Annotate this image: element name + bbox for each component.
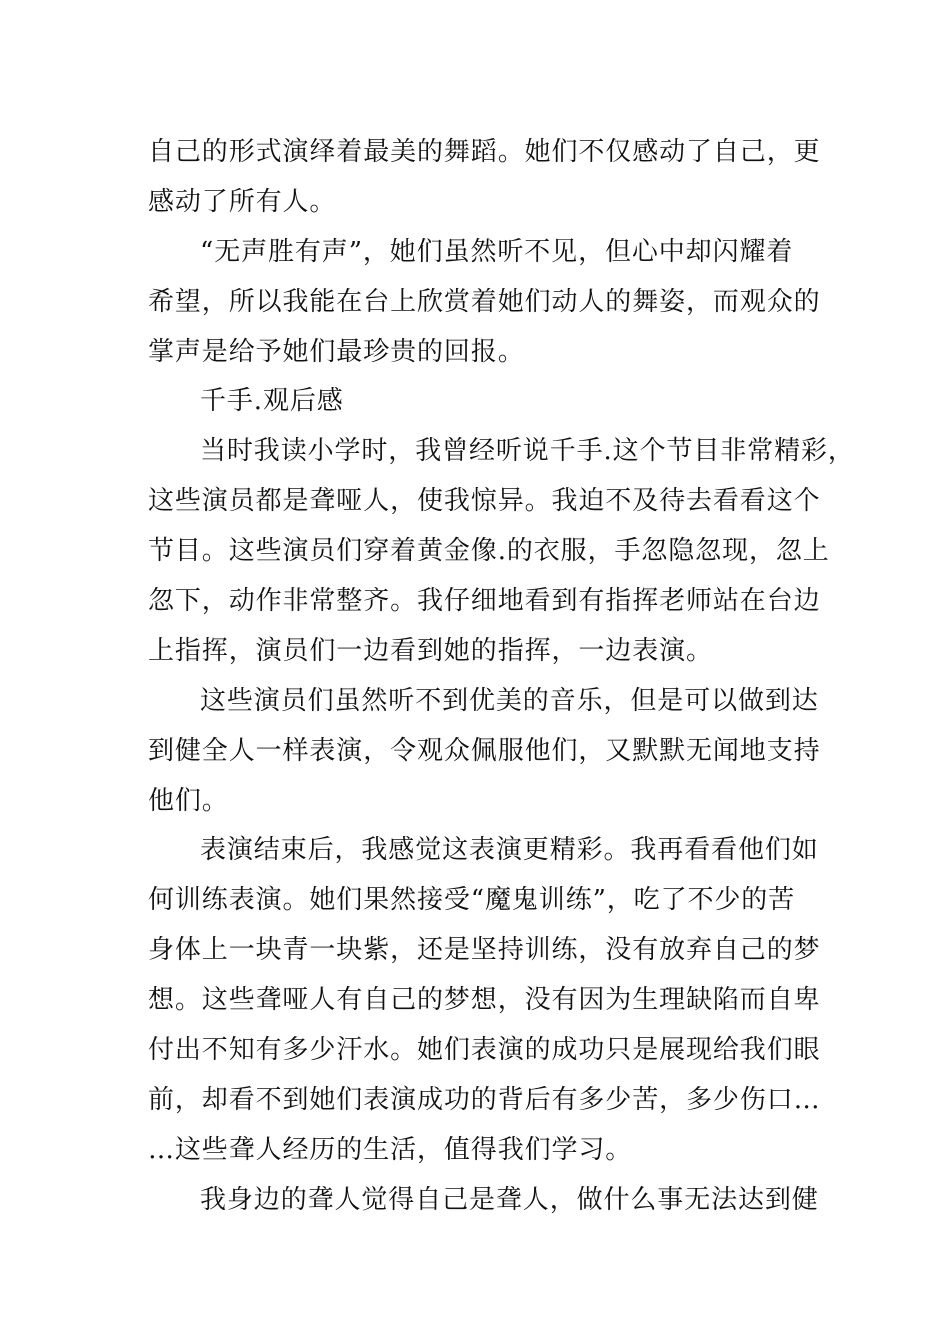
text-line: 感动了所有人。: [148, 186, 337, 217]
text-line: 何训练表演。她们果然接受“魔鬼训练”，吃了不少的苦: [148, 885, 796, 916]
text-line: 到健全人一样表演，令观众佩服他们，又默默无闻地支持: [148, 735, 821, 766]
text-line: 身体上一块青一块紫，还是坚持训练，没有放弃自己的梦: [148, 935, 821, 966]
text-line: 掌声是给予她们最珍贵的回报。: [148, 336, 525, 367]
text-line: 希望，所以我能在台上欣赏着她们动人的舞姿，而观众的: [148, 286, 821, 317]
text-line: 上指挥，演员们一边看到她的指挥，一边表演。: [148, 635, 713, 666]
text-line: 这些演员都是聋哑人，使我惊异。我迫不及待去看看这个: [148, 486, 821, 517]
text-line: 节目。这些演员们穿着黄金像.的衣服，手忽隐忽现，忽上: [148, 536, 830, 567]
text-line: 前，却看不到她们表演成功的背后有多少苦，多少伤口…: [148, 1084, 821, 1115]
text-line: 这些演员们虽然听不到优美的音乐，但是可以做到达: [200, 685, 819, 716]
text-line: 当时我读小学时，我曾经听说千手.这个节目非常精彩，: [200, 436, 855, 467]
text-line: 自己的形式演绎着最美的舞蹈。她们不仅感动了自己，更: [148, 137, 821, 167]
text-line: 付出不知有多少汗水。她们表演的成功只是展现给我们眼: [148, 1035, 821, 1066]
text-line: 他们。: [148, 785, 229, 816]
text-line: …这些聋人经历的生活，值得我们学习。: [148, 1134, 633, 1165]
text-line: 想。这些聋哑人有自己的梦想，没有因为生理缺陷而自卑: [148, 985, 821, 1016]
text-line: “无声胜有声”，她们虽然听不见，但心中却闪耀着: [200, 236, 794, 267]
text-line: 我身边的聋人觉得自己是聋人，做什么事无法达到健: [200, 1184, 819, 1215]
section-heading: 千手.观后感: [200, 386, 344, 417]
text-line: 忽下，动作非常整齐。我仔细地看到有指挥老师站在台边: [148, 586, 821, 617]
text-line: 表演结束后，我感觉这表演更精彩。我再看看他们如: [200, 835, 819, 866]
document-body: [148, 128, 855, 1226]
